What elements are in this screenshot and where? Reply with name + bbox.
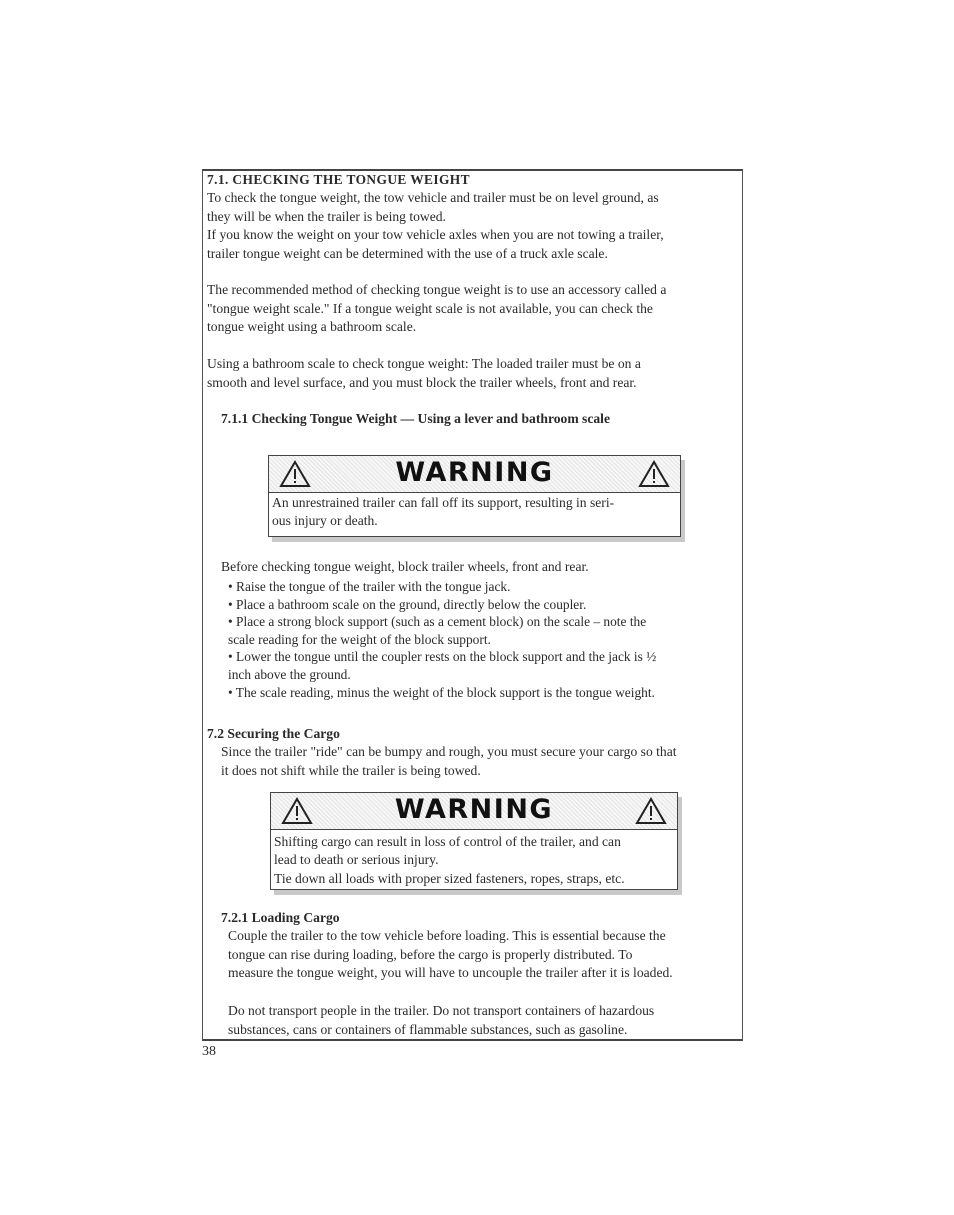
list-item: • Place a bathroom scale on the ground, directly below the coupler. (228, 596, 587, 612)
paragraph-bathroom-scale: Using a bathroom scale to check tongue weight: The loaded trailer must be on a smooth and level surface, and you must block the trailer wheels, front and rear. (207, 356, 641, 390)
paragraph-loading-cargo: Couple the trailer to the tow vehicle before loading. This is essential because the tongue can rise during loading, before the cargo is properly distributed. To measure the tongue weight, you will have to uncouple the trailer after it is loaded. (228, 928, 673, 981)
intro-before-checking: Before checking tongue weight, block trailer wheels, front and rear. (221, 559, 589, 574)
section-heading-7-1: 7.1. CHECKING THE TONGUE WEIGHT (207, 172, 470, 187)
warning-box-shifting-cargo (270, 792, 678, 890)
paragraph-securing-cargo: Since the trailer "ride" can be bumpy and rough, you must secure your cargo so that it does not shift while the trailer is being towed. (221, 744, 677, 778)
warning-triangle-icon (635, 797, 667, 825)
paragraph-do-not-transport: Do not transport people in the trailer. Do not transport containers of hazardous substances, cans or containers of flammable substances, such as gasoline. (228, 1003, 655, 1037)
warning-message: Shifting cargo can result in loss of control of the trailer, and can lead to death or serious injury. Tie down all loads with proper sized fasteners, ropes, straps, etc. (274, 834, 625, 886)
section-heading-7-1-1: 7.1.1 Checking Tongue Weight — Using a lever and bathroom scale (221, 411, 610, 426)
warning-title: WARNING (395, 457, 554, 488)
list-item: • Place a strong block support (such as a cement block) on the scale – note the (228, 614, 647, 630)
warning-triangle-icon (638, 460, 670, 488)
paragraph-recommended-method: The recommended method of checking tongue weight is to use an accessory called a "tongue weight scale." If a tongue weight scale is not available, you can check the tongue weight using a bathroom scale. (207, 282, 667, 335)
warning-title: WARNING (394, 794, 554, 825)
section-heading-7-2-1: 7.2.1 Loading Cargo (221, 910, 340, 925)
procedure-bullet-list (228, 578, 656, 701)
section-heading-7-2: 7.2 Securing the Cargo (207, 726, 340, 741)
list-item: scale reading for the weight of the block support. (228, 631, 491, 647)
warning-header (269, 456, 680, 493)
paragraph-level-ground: To check the tongue weight, the tow vehicle and trailer must be on level ground, as they will be when the trailer is being towed. If you know the weight on your tow vehicle axles when you are not towing a trailer, trailer tongue weight can be determined with the use of a truck axle scale. (207, 190, 664, 261)
warning-message: An unrestrained trailer can fall off its support, resulting in seri- ous injury or death. (272, 495, 615, 529)
list-item: • Raise the tongue of the trailer with the tongue jack. (228, 579, 511, 594)
list-item: • Lower the tongue until the coupler rests on the block support and the jack is ½ (228, 649, 657, 665)
list-item: inch above the ground. (228, 666, 351, 682)
list-item: • The scale reading, minus the weight of the block support is the tongue weight. (228, 684, 655, 700)
page-number: 38 (202, 1044, 216, 1059)
warning-box-unrestrained-trailer (268, 455, 681, 537)
warning-header (271, 793, 677, 830)
